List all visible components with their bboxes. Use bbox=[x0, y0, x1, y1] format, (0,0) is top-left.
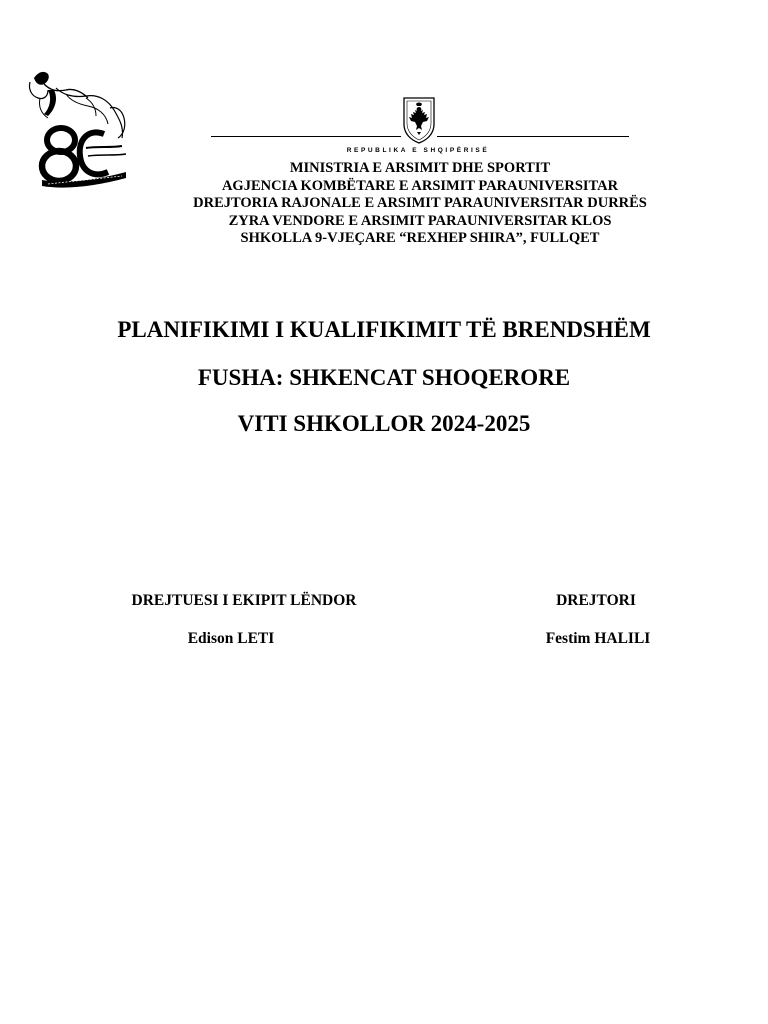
eagle-emblem-icon bbox=[401, 94, 437, 144]
albania-emblem bbox=[401, 94, 437, 144]
institution-header bbox=[176, 160, 664, 248]
school-logo bbox=[26, 68, 132, 190]
director-name: Festim HALILI bbox=[545, 630, 651, 647]
header-rule-right bbox=[437, 136, 629, 137]
school-year-title: VITI SHKOLLOR 2024-2025 bbox=[237, 411, 531, 436]
header-rule-left bbox=[211, 136, 401, 137]
subject-team-leader-role: DREJTUESI I EKIPIT LËNDOR bbox=[131, 592, 357, 609]
field-title: FUSHA: SHKENCAT SHOQERORE bbox=[197, 365, 571, 390]
director-role: DREJTORI bbox=[556, 592, 636, 609]
agency-line: AGJENCIA KOMBËTARE E ARSIMIT PARAUNIVERSITAR bbox=[221, 177, 619, 194]
document-title: PLANIFIKIMI I KUALIFIKIMIT TË BRENDSHËM bbox=[117, 317, 651, 342]
local-office-line: ZYRA VENDORE E ARSIMIT PARAUNIVERSITAR KLOS bbox=[228, 212, 612, 229]
school-name-line: SHKOLLA 9-VJEÇARE “REXHEP SHIRA”, FULLQET bbox=[240, 230, 600, 246]
ministry-line: MINISTRIA E ARSIMIT DHE SPORTIT bbox=[289, 160, 551, 176]
republic-label: REPUBLIKA E SHQIPËRISË bbox=[346, 147, 490, 154]
school-logo-graphic bbox=[26, 68, 132, 190]
subject-team-leader-name: Edison LETI bbox=[187, 630, 275, 647]
regional-directorate-line: DREJTORIA RAJONALE E ARSIMIT PARAUNIVERSITAR DURRËS bbox=[193, 195, 647, 211]
